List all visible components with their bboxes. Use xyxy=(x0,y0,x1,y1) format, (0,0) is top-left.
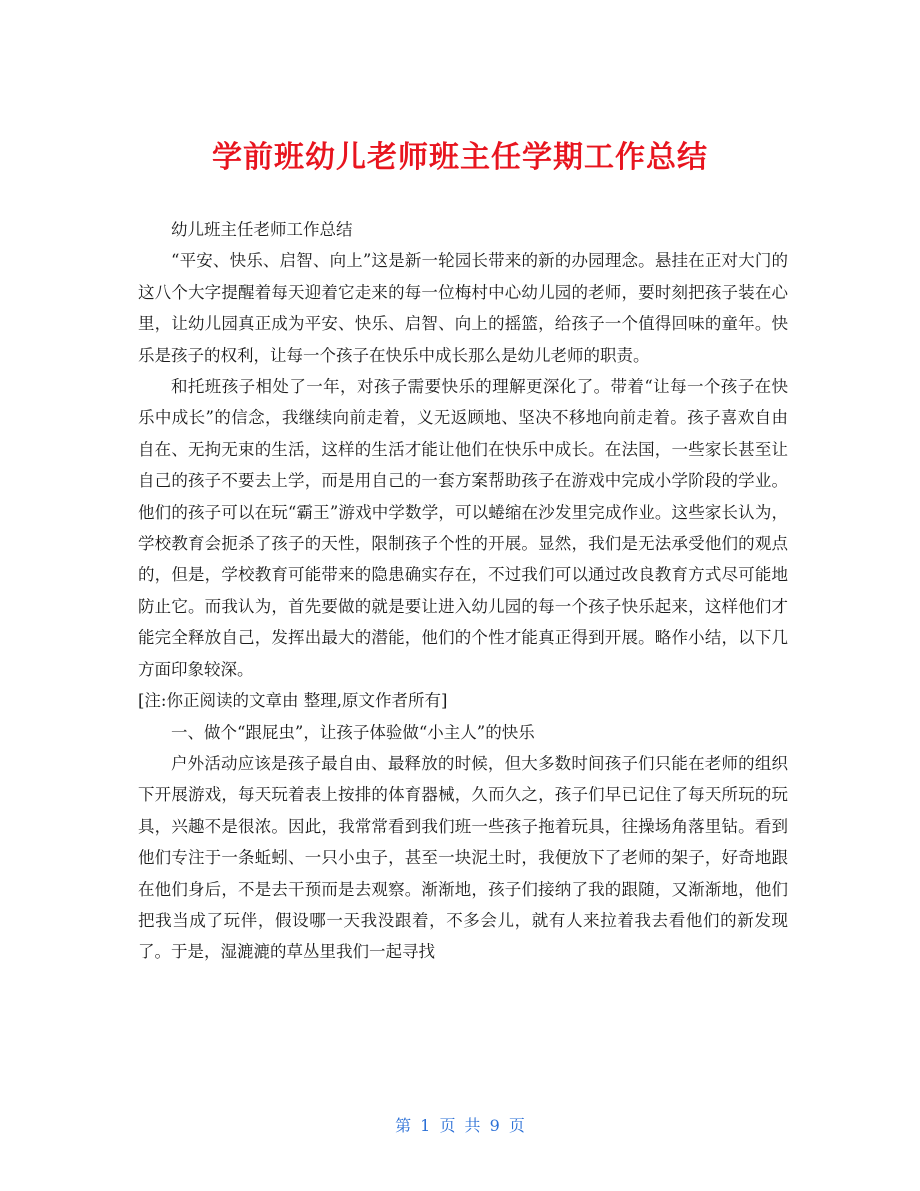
section-heading: 一、做个“跟屁虫”，让孩子体验做“小主人”的快乐 xyxy=(171,722,535,742)
document-body xyxy=(138,214,788,968)
page-footer: 第 1 页 共 9 页 xyxy=(395,1116,525,1135)
body-paragraph: “平安、快乐、启智、向上”这是新一轮园长带来的新的办园理念。悬挂在正对大门的这八个大字提醒着每天迎着它走来的每一位梅村中心幼儿园的老师，要时刻把孩子装在心里，让幼儿园真正成为平安、快乐、启智、向上的摇篮，给孩子一个值得回味的童年。快乐是孩子的权利，让每一个孩子在快乐中成长那么是幼儿老师的职责。 xyxy=(138,251,788,365)
document-title: 学前班幼儿老师班主任学期工作总结 xyxy=(212,140,708,176)
body-paragraph: 户外活动应该是孩子最自由、最释放的时候，但大多数时间孩子们只能在老师的组织下开展游戏，每天玩着表上按排的体育器械，久而久之，孩子们早已记住了每天所玩的玩具，兴趣不是很浓。因此，我常常看到我们班一些孩子拖着玩具，往操场角落里钻。看到他们专注于一条蚯蚓、一只小虫子，甚至一块泥土时，我便放下了老师的架子，好奇地跟在他们身后，不是去干预而是去观察。渐渐地，孩子们接纳了我的跟随，又渐渐地，他们把我当成了玩伴，假设哪一天我没跟着，不多会儿，就有人来拉着我去看他们的新发现了。于是，湿漉漉的草丛里我们一起寻找 xyxy=(138,753,788,962)
source-note: [注:你正阅读的文章由 整理,原文作者所有] xyxy=(138,691,448,711)
subtitle-paragraph: 幼儿班主任老师工作总结 xyxy=(171,220,353,239)
body-paragraph: 和托班孩子相处了一年，对孩子需要快乐的理解更深化了。带着“让每一个孩子在快乐中成长”的信念，我继续向前走着，义无返顾地、坚决不移地向前走着。孩子喜欢自由自在、无拘无束的生活，这样的生活才能让他们在快乐中成长。在法国，一些家长甚至让自己的孩子不要去上学，而是用自己的一套方案帮助孩子在游戏中完成小学阶段的学业。他们的孩子可以在玩“霸王”游戏中学数学，可以蜷缩在沙发里完成作业。这些家长认为，学校教育会扼杀了孩子的天性，限制孩子个性的开展。显然，我们是无法承受他们的观点的，但是，学校教育可能带来的隐患确实存在，不过我们可以通过改良教育方式尽可能地防止它。而我认为，首先要做的就是要让进入幼儿园的每一个孩子快乐起来，这样他们才能完全释放自己，发挥出最大的潜能，他们的个性才能真正得到开展。略作小结，以下几方面印象较深。 xyxy=(138,377,788,679)
